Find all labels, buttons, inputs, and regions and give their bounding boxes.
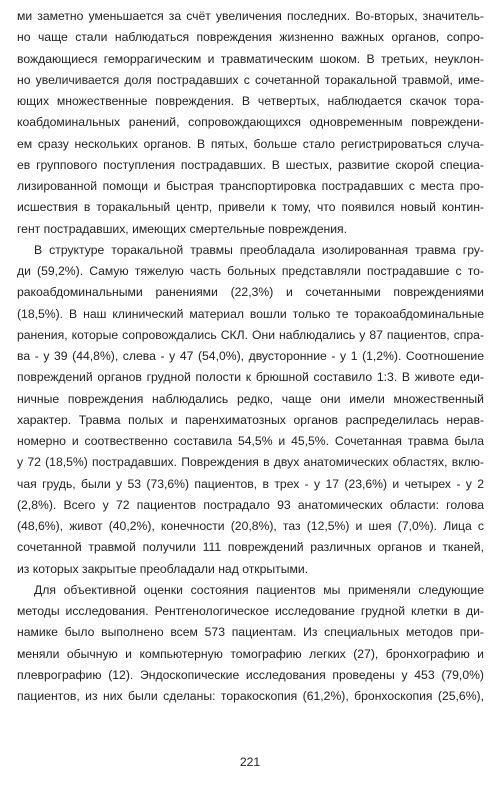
text-line: ва - у 39 (44,8%), слева - у 47 (54,0%), двусторонние - у 1 (1,2%). Соотношение xyxy=(17,349,484,363)
page-number: 221 xyxy=(239,755,261,769)
text-line: гент пострадавших, имеющих смертельные повреждения. xyxy=(17,221,348,236)
text-line: ми заметно уменьшается за счёт увеличения последних. Во-вторых, значитель- xyxy=(17,9,484,23)
text-line: коабдоминальных ранений, сопровождающихся одновременным повреждени- xyxy=(17,115,484,130)
text-line: (48,6%), живот (40,2%), конечности (20,8%), таз (12,5%) и шея (7,0%). Лица с xyxy=(17,519,484,533)
text-line: исшествия в торакальный центр, привели к тому, что появился новый контин- xyxy=(17,200,484,215)
text-line: пациентов, из них были сделаны: торакоскопия (61,2%), бронхоскопия (25,6%), xyxy=(17,689,484,703)
text-line: меняли обычную и компьютерную томографию легких (27), бронхографию и xyxy=(17,646,484,661)
text-line: но чаще стали наблюдаться повреждения жизненно важных органов, сопро- xyxy=(17,30,484,45)
body-text xyxy=(17,6,484,707)
text-line: вождающиеся геморрагическим и травматическим шоком. В третьих, неуклон- xyxy=(17,51,484,66)
text-line: (2,8%). Всего у 72 пациентов пострадало 93 анатомических области: голова xyxy=(17,497,484,512)
text-line: чая грудь, были у 53 (73,6%) пациентов, в трех - у 17 (23,6%) и четырех - у 2 xyxy=(17,476,484,491)
text-line: повреждений органов грудной полости к брюшной составило 1:3. В животе еди- xyxy=(17,370,484,385)
text-line: (18,5%). В наш клинический материал вошли только те торакоабдоминальные xyxy=(17,306,484,321)
text-line: плеврографию (12). Эндоскопические исследования проведены у 453 (79,0%) xyxy=(17,667,484,682)
text-line: Для объективной оценки состояния пациентов мы применяли следующие xyxy=(34,582,484,597)
text-line: ранения, которые сопровождались СКЛ. Они наблюдались у 87 пациентов, спра- xyxy=(17,327,484,342)
text-line: ракоабдоминальными ранениями (22,3%) и сочетанными повреждениями xyxy=(17,285,484,300)
text-line: В структуре торакальной травмы преобладала изолированная травма гру- xyxy=(34,242,484,257)
text-line: у 72 (18,5%) пострадавших. Повреждения в двух анатомических областях, вклю- xyxy=(17,455,484,470)
text-line: но увеличивается доля пострадавших с сочетанной торакальной травмой, име- xyxy=(17,72,484,87)
text-line: ничные повреждения наблюдались редко, чаще они имели множественный xyxy=(17,391,484,406)
text-line: ди (59,2%). Самую тяжелую часть больных представляли пострадавшие с то- xyxy=(17,264,484,278)
text-line: методы исследования. Рентгенологическое исследование грудной клетки в ди- xyxy=(17,604,484,618)
text-line: лизированной помощи и быстрая транспортировка пострадавших с места про- xyxy=(17,179,484,193)
text-line: сочетанной травмой получили 111 повреждений различных органов и тканей, xyxy=(17,540,484,555)
text-line: из которых закрытые преобладали над открытыми. xyxy=(17,561,309,576)
text-line: ем сразу нескольких органов. В пятых, больше стало регистрироваться случа- xyxy=(17,136,484,151)
text-line: номерно и соотвественно составила 54,5% и 45,5%. Сочетанная травма была xyxy=(17,434,484,448)
text-line: характер. Травма полых и паренхиматозных органов распределилась нерав- xyxy=(17,412,484,427)
text-line: ев группового поступления пострадавших. В шестых, развитие скорой специа- xyxy=(17,157,484,172)
text-line: намике было выполнено всем 573 пациентам. Из специальных методов при- xyxy=(17,625,484,640)
text-line: ющих множественные повреждения. В четвертых, наблюдается скачок тора- xyxy=(17,94,484,108)
